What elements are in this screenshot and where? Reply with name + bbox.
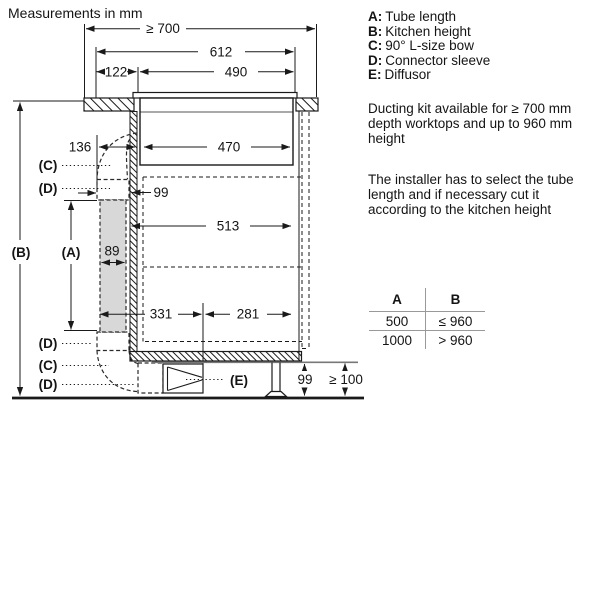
- legend-label-c: 90° L-size bow: [385, 38, 474, 54]
- dim-281: 281: [236, 306, 260, 322]
- legend-key-b: B:: [368, 23, 383, 39]
- dim-331: 331: [149, 306, 173, 322]
- cabinet-bottom-board: [130, 352, 302, 362]
- page-title: Measurements in mm: [8, 5, 143, 21]
- legend-label-d: Connector sleeve: [385, 52, 491, 68]
- hob-glass-top: [133, 93, 297, 99]
- connector-sleeve-upper: [97, 180, 129, 201]
- hob-body: [140, 98, 293, 165]
- dim-depth: ≥ 700: [146, 21, 180, 37]
- dim-513: 513: [216, 218, 240, 234]
- leg-foot: [266, 392, 287, 397]
- legend-key-c: C:: [368, 38, 383, 54]
- label-D-lower-sleeve: (D): [38, 377, 58, 393]
- legend-label-a: Tube length: [385, 9, 457, 24]
- dim-100: ≥ 100: [329, 372, 363, 388]
- technical-drawing: [0, 0, 368, 420]
- label-A-tube-length: (A): [61, 245, 81, 261]
- worktop-left-section: [84, 98, 134, 111]
- dim-490: 490: [224, 64, 248, 80]
- worktop-right-section: [296, 98, 318, 111]
- hob-unit: [133, 93, 297, 166]
- dim-612: 612: [209, 44, 233, 60]
- label-E-diffusor: (E): [230, 373, 248, 389]
- dim-99-top: 99: [153, 185, 169, 201]
- dim-99-bottom: 99: [297, 372, 313, 388]
- table-cell-b2: > 960: [426, 330, 485, 349]
- dim-136: 136: [68, 139, 92, 155]
- label-D-middle-sleeve: (D): [38, 336, 58, 352]
- label-B-kitchen-height: (B): [11, 245, 31, 261]
- legend-item-b: [368, 25, 490, 40]
- label-D-upper-sleeve: (D): [38, 181, 58, 197]
- upper-bow-inner: [126, 139, 130, 179]
- label-C-lower-bow: (C): [38, 358, 58, 374]
- connector-sleeve-middle: [97, 332, 129, 351]
- connector-sleeve-lower: [138, 363, 163, 393]
- table-cell-a1: 500: [369, 311, 426, 330]
- table-header-a: A: [369, 288, 426, 311]
- plinth-leg: [266, 363, 287, 397]
- legend-key-e: E:: [368, 67, 382, 83]
- dim-89: 89: [104, 243, 120, 259]
- legend-item-d: [368, 54, 490, 69]
- note-installer: The installer has to select the tube length and if necessary cut it according to the kitchen height: [368, 172, 574, 217]
- legend-label-e: Diffusor: [384, 67, 431, 83]
- legend-item-e: [368, 68, 490, 83]
- legend-label-b: Kitchen height: [385, 23, 471, 39]
- tube-length-table: [369, 288, 485, 349]
- table-header-b: B: [450, 292, 461, 307]
- legend-item-a: [368, 10, 490, 25]
- note-ducting-kit: Ducting kit available for ≥ 700 mm depth worktops and up to 960 mm height: [368, 101, 573, 146]
- diffusor: [163, 364, 203, 393]
- legend-key-a: A:: [368, 9, 383, 24]
- parts-legend: [368, 10, 490, 83]
- tube: [100, 200, 126, 332]
- legend-key-d: D:: [368, 52, 383, 68]
- table-cell-b1: ≤ 960: [426, 311, 485, 330]
- table-cell-a2: 1000: [369, 330, 426, 349]
- dim-470: 470: [217, 139, 241, 155]
- label-C-upper-bow: (C): [38, 158, 58, 174]
- legend-item-c: [368, 39, 490, 54]
- dim-122: 122: [104, 64, 128, 80]
- dimension-arrows: [20, 29, 345, 396]
